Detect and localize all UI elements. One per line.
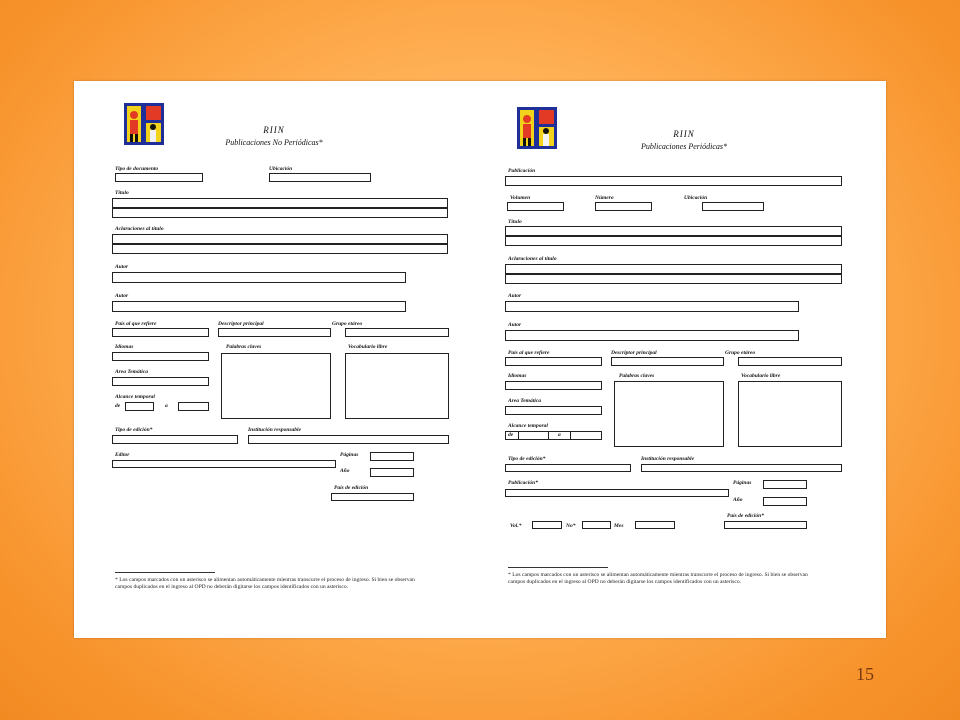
label-pais-edicion-right: País de edición* xyxy=(727,513,764,519)
label-titulo: Título xyxy=(115,190,129,196)
label-descriptor-right: Descriptor principal xyxy=(611,350,657,356)
pais-edicion-field[interactable] xyxy=(331,493,414,501)
pais-field[interactable] xyxy=(112,328,209,337)
label-vocabulario-right: Vocabulario libre xyxy=(741,373,781,379)
institucion-field[interactable] xyxy=(248,435,449,444)
idiomas-field[interactable] xyxy=(112,352,209,361)
label-palabras: Palabras claves xyxy=(226,344,262,350)
tipo-edicion-field[interactable] xyxy=(112,435,238,444)
label-area-right: Area Temática xyxy=(508,398,541,404)
vocabulario-libre-box-right[interactable] xyxy=(738,381,842,447)
autor-field-right-1[interactable] xyxy=(505,301,799,312)
autor-field-right-2[interactable] xyxy=(505,330,799,341)
aclaraciones-field-right-1[interactable] xyxy=(505,264,842,274)
label-palabras-right: Palabras claves xyxy=(619,373,655,379)
label-numero: Número xyxy=(595,195,614,201)
no-field-right[interactable] xyxy=(582,521,611,529)
label-a: a xyxy=(165,403,168,409)
pais-field-right[interactable] xyxy=(505,357,602,366)
label-autor-right-2: Autor xyxy=(508,322,522,328)
mes-field-right[interactable] xyxy=(635,521,675,529)
label-grupo-right: Grupo etáreo xyxy=(725,350,756,356)
institucion-field-right[interactable] xyxy=(641,464,842,472)
titulo-field-right-1[interactable] xyxy=(505,226,842,236)
label-tipo-documento: Tipo de documento xyxy=(115,166,159,172)
alcance-field-right[interactable] xyxy=(505,431,602,440)
label-idiomas-right: Idiomas xyxy=(508,373,527,379)
label-volumen: Volumen xyxy=(510,195,531,201)
document-sheet xyxy=(74,81,886,638)
label-pais-right: País al que refiere xyxy=(508,350,550,356)
grupo-field[interactable] xyxy=(345,328,449,337)
label-vol-right: Vol.* xyxy=(510,523,522,529)
label-paginas-right: Páginas xyxy=(733,480,752,486)
autor-field-1[interactable] xyxy=(112,272,406,283)
label-institucion-right: Institución responsable xyxy=(641,456,695,462)
autor-field-2[interactable] xyxy=(112,301,406,312)
ano-field-right[interactable] xyxy=(763,497,807,506)
label-publicacion2-right: Publicación* xyxy=(508,480,538,486)
right-form-subtitle: Publicaciones Periódicas* xyxy=(641,142,727,151)
left-footnote: * Los campos marcados con un asterisco se alimentan automáticamente mientras transcurre el proceso de ingreso. Si bien se observan campos duplicados en el ingreso al OPD no deberán digitarse los campos identificados con un asterisco. xyxy=(115,577,415,591)
idiomas-field-right[interactable] xyxy=(505,381,602,390)
footnote-divider-right xyxy=(508,567,608,568)
publicacion2-field-right[interactable] xyxy=(505,489,729,497)
label-alcance: Alcance temporal xyxy=(115,394,155,400)
label-tipo-edicion-right: Tipo de edición* xyxy=(508,456,546,462)
left-form-subtitle: Publicaciones No Periódicas* xyxy=(225,138,323,147)
label-aclaraciones: Aclaraciones al título xyxy=(115,226,164,232)
label-de: de xyxy=(115,403,121,409)
footnote-divider xyxy=(115,572,215,573)
label-titulo-right: Título xyxy=(508,219,522,225)
label-tipo-edicion: Tipo de edición* xyxy=(115,427,153,433)
label-mes-right: Mes xyxy=(614,523,624,529)
label-publicacion: Publicación xyxy=(508,168,536,174)
tipo-edicion-field-right[interactable] xyxy=(505,464,631,472)
label-alcance-right: Alcance temporal xyxy=(508,423,548,429)
descriptor-field[interactable] xyxy=(218,328,331,337)
titulo-field-2[interactable] xyxy=(112,208,448,218)
alcance-a-field[interactable] xyxy=(178,402,209,411)
volumen-field[interactable] xyxy=(507,202,564,211)
grupo-field-right[interactable] xyxy=(738,357,842,366)
label-de-right: de xyxy=(508,432,514,438)
label-ano-right: Año xyxy=(733,497,743,503)
left-form-title: RIIN xyxy=(263,125,285,135)
numero-field[interactable] xyxy=(595,202,652,211)
label-area: Area Temática xyxy=(115,369,148,375)
label-aclaraciones-right: Aclaraciones al título xyxy=(508,256,557,262)
label-vocabulario: Vocabulario libre xyxy=(348,344,388,350)
label-ubicacion: Ubicación xyxy=(269,166,293,172)
ubicacion-field-right[interactable] xyxy=(702,202,764,211)
label-ano: Año xyxy=(340,468,350,474)
alcance-divider-2 xyxy=(548,431,549,440)
vol-field-right[interactable] xyxy=(532,521,562,529)
label-a-right: a xyxy=(558,432,561,438)
area-field[interactable] xyxy=(112,377,209,386)
label-institucion: Institución responsable xyxy=(248,427,302,433)
titulo-field-right-2[interactable] xyxy=(505,236,842,246)
descriptor-field-right[interactable] xyxy=(611,357,724,366)
tipo-documento-field[interactable] xyxy=(115,173,203,182)
vocabulario-libre-box[interactable] xyxy=(345,353,449,419)
label-paginas: Páginas xyxy=(340,452,359,458)
ubicacion-field[interactable] xyxy=(269,173,371,182)
label-autor-1: Autor xyxy=(115,264,129,270)
palabras-claves-box-right[interactable] xyxy=(614,381,724,447)
label-editor: Editor xyxy=(115,452,130,458)
paginas-field[interactable] xyxy=(370,452,414,461)
paginas-field-right[interactable] xyxy=(763,480,807,489)
label-pais-edicion: País de edición xyxy=(334,485,369,491)
pais-edicion-field-right[interactable] xyxy=(724,521,807,529)
aclaraciones-field-right-2[interactable] xyxy=(505,274,842,284)
palabras-claves-box[interactable] xyxy=(221,353,331,419)
label-grupo: Grupo etáreo xyxy=(332,321,363,327)
aclaraciones-field-1[interactable] xyxy=(112,234,448,244)
label-autor-2: Autor xyxy=(115,293,129,299)
slide-page-number: 15 xyxy=(856,664,874,684)
label-idiomas: Idiomas xyxy=(115,344,134,350)
alcance-divider-3 xyxy=(570,431,571,440)
riin-logo-icon xyxy=(517,107,557,149)
alcance-divider-1 xyxy=(518,431,519,440)
label-ubicacion-right: Ubicación xyxy=(684,195,708,201)
aclaraciones-field-2[interactable] xyxy=(112,244,448,254)
label-pais: País al que refiere xyxy=(115,321,157,327)
label-descriptor: Descriptor principal xyxy=(218,321,264,327)
titulo-field-1[interactable] xyxy=(112,198,448,208)
riin-logo-icon xyxy=(124,103,164,145)
label-no-right: No* xyxy=(566,523,576,529)
publicacion-field[interactable] xyxy=(505,176,842,186)
right-form-title: RIIN xyxy=(673,129,695,139)
alcance-de-field[interactable] xyxy=(125,402,154,411)
label-autor-right-1: Autor xyxy=(508,293,522,299)
ano-field[interactable] xyxy=(370,468,414,477)
editor-field[interactable] xyxy=(112,460,336,468)
area-field-right[interactable] xyxy=(505,406,602,415)
right-footnote: * Los campos marcados con un asterisco se alimentan automáticamente mientras transcurre el proceso de ingreso. Si bien se observan campos duplicados en el ingreso al OPD no deberán digitarse los campos identificados con un asterisco. xyxy=(508,572,808,586)
